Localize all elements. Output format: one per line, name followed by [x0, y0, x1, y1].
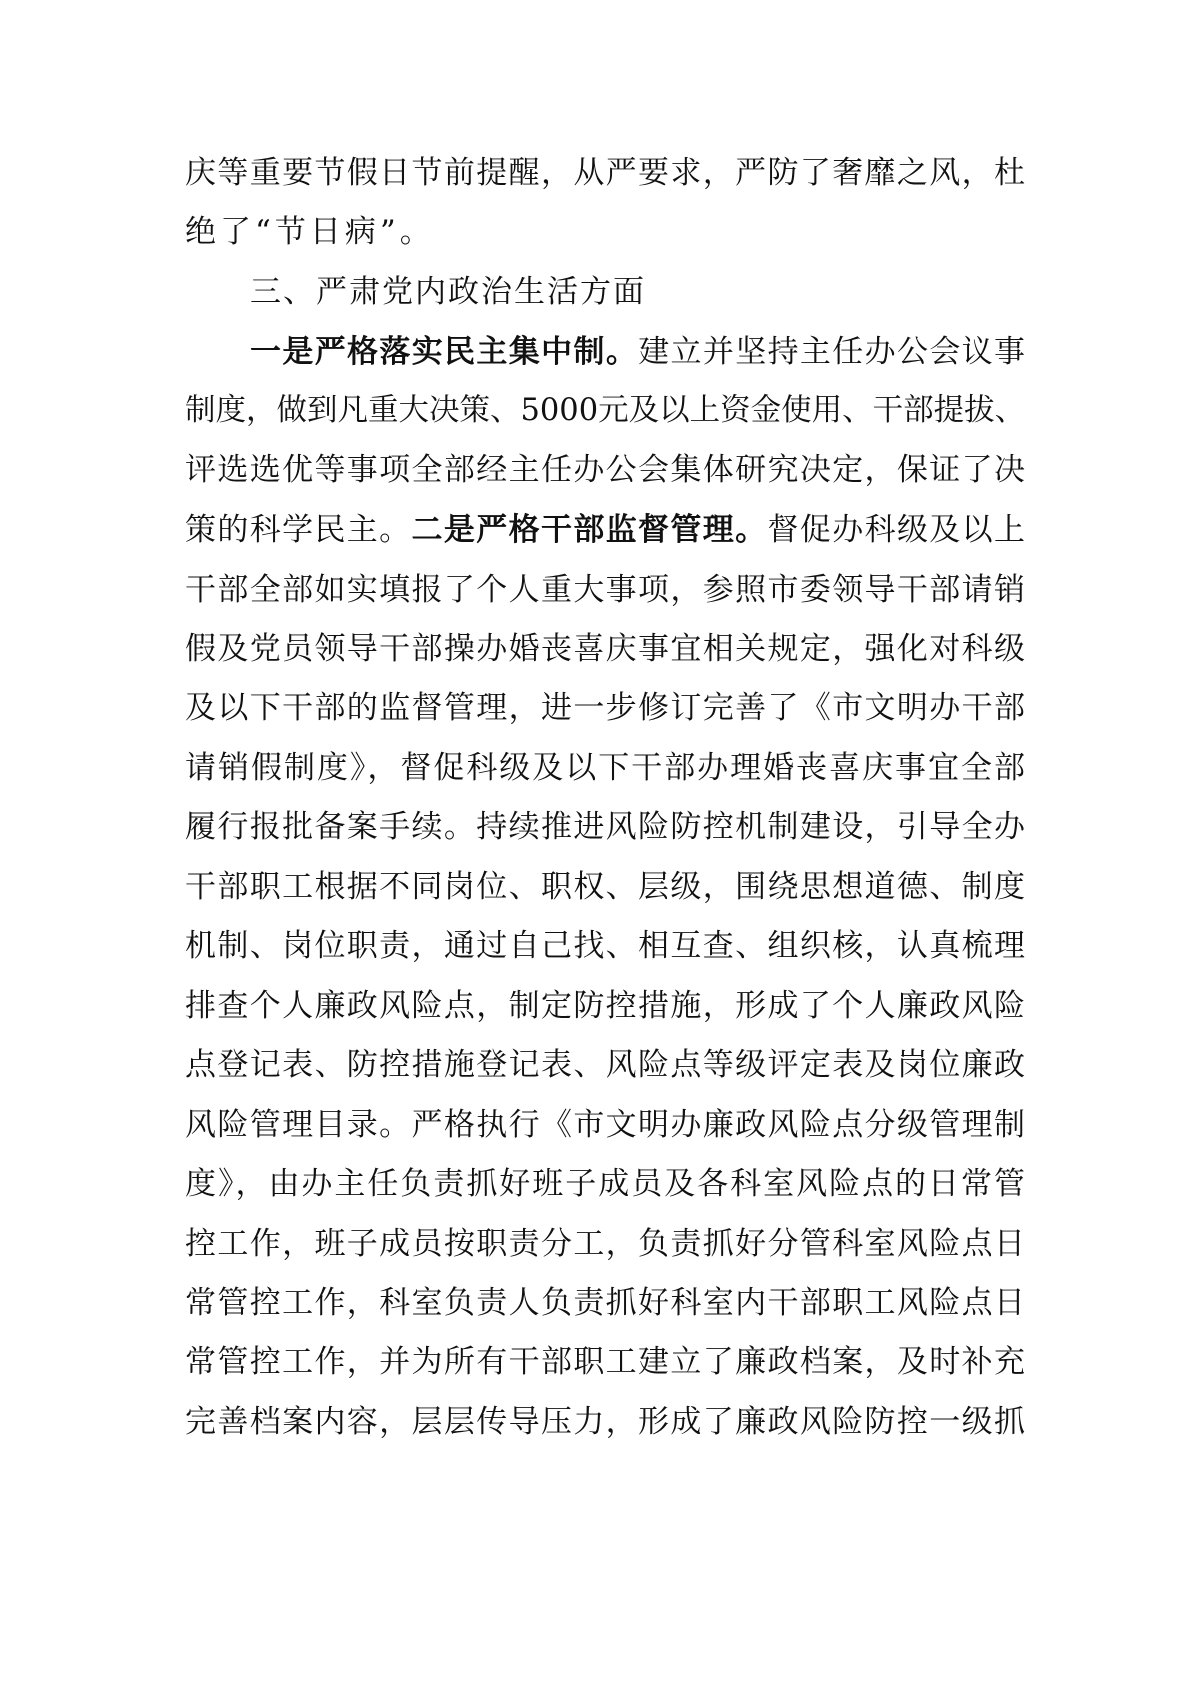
- paragraph-line: [250, 332, 1025, 372]
- bold-lead-text: 一是严格落实民主集中制。: [250, 334, 639, 370]
- paragraph-line: 制度，做到凡重大决策、5000元及以上资金使用、干部提拔、: [185, 393, 1026, 428]
- paragraph-line: 干部全部如实填报了个人重大事项，参照市委领导干部请销: [185, 572, 1025, 608]
- paragraph-line: 及以下干部的监督管理，进一步修订完善了《市文明办干部: [185, 690, 1025, 726]
- paragraph-line: 完善档案内容，层层传导压力，形成了廉政风险防控一级抓: [185, 1404, 1025, 1440]
- paragraph-line: 常管控工作，并为所有干部职工建立了廉政档案，及时补充: [185, 1344, 1025, 1380]
- paragraph-line: 请销假制度》，督促科级及以下干部办理婚丧喜庆事宜全部: [185, 750, 1025, 786]
- paragraph-line: 评选选优等事项全部经主任办公会集体研究决定，保证了决: [185, 452, 1025, 488]
- text-line: 绝了“节日病”。: [185, 214, 435, 250]
- text-line: 庆等重要节假日节前提醒，从严要求，严防了奢靡之风，杜: [185, 155, 1025, 191]
- paragraph-line: 机制、岗位职责，通过自己找、相互查、组织核，认真梳理: [185, 928, 1025, 964]
- paragraph-line: 假及党员领导干部操办婚丧喜庆事宜相关规定，强化对科级: [185, 631, 1025, 667]
- paragraph-line: 风险管理目录。严格执行《市文明办廉政风险点分级管理制: [185, 1107, 1025, 1143]
- text-span: 策的科学民主。: [185, 512, 412, 548]
- paragraph-line: 度》，由办主任负责抓好班子成员及各科室风险点的日常管: [185, 1166, 1025, 1202]
- paragraph-line: 控工作，班子成员按职责分工，负责抓好分管科室风险点日: [185, 1226, 1025, 1262]
- text-span: 督促办科级及以上: [767, 512, 1026, 548]
- section-heading: 三、严肃党内政治生活方面: [250, 274, 646, 310]
- paragraph-line: 点登记表、防控措施登记表、风险点等级评定表及岗位廉政: [185, 1047, 1025, 1083]
- paragraph-line: 常管控工作，科室负责人负责抓好科室内干部职工风险点日: [185, 1285, 1025, 1321]
- bold-lead-text: 二是严格干部监督管理。: [411, 512, 768, 548]
- paragraph-line: 履行报批备案手续。持续推进风险防控机制建设，引导全办: [185, 809, 1025, 845]
- paragraph-line: 干部职工根据不同岗位、职权、层级，围绕思想道德、制度: [185, 869, 1025, 905]
- text-span: 建立并坚持主任办公会议事: [638, 334, 1026, 370]
- paragraph-line: 排查个人廉政风险点，制定防控措施，形成了个人廉政风险: [185, 988, 1025, 1024]
- paragraph-line: [185, 510, 1025, 550]
